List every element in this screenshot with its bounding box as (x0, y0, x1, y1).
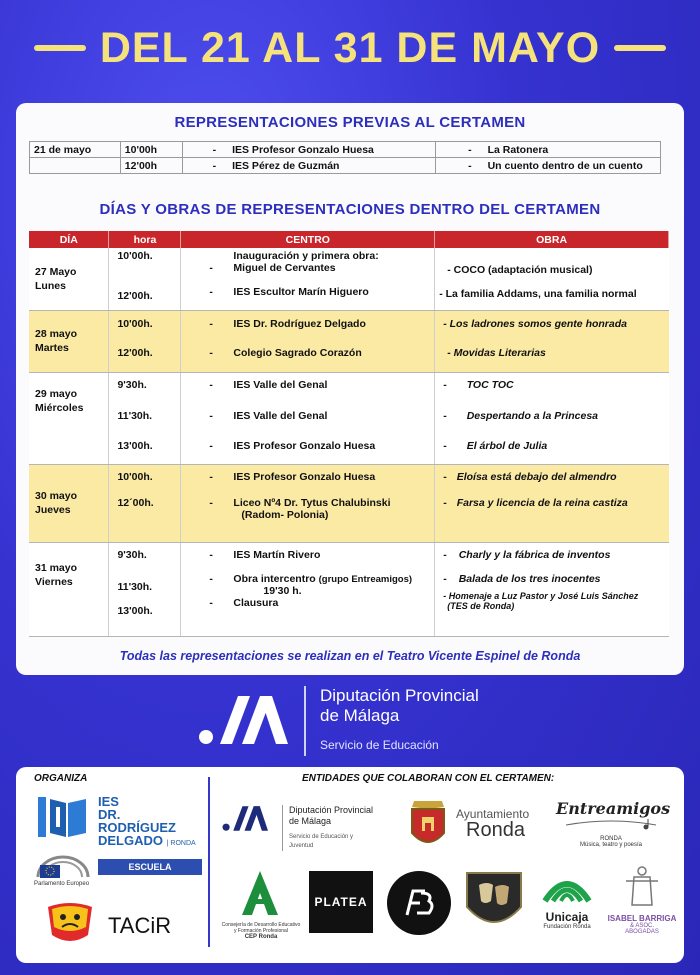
table-row (30, 142, 661, 158)
centro-cell: - IES Martín Rivero - Obra intercentro (grupo Entreamigos) 19'30 h. - Clausura (181, 542, 435, 636)
table-row (30, 158, 661, 174)
day-cell: 27 Mayo Lunes (29, 248, 109, 310)
title-dash-right (614, 45, 666, 51)
ies-rodriguez-delgado-logo: IES DR. RODRÍGUEZ DELGADO | RONDA (36, 795, 201, 841)
theatre-masks-icon (463, 867, 525, 937)
obra-cell: - TOC TOC - Despertando a la Princesa - El árbol de Julia (435, 372, 669, 464)
colaboran-title: ENTIDADES QUE COLABORAN CON EL CERTAMEN: (302, 773, 555, 784)
day-cell: 28 mayo Martes (29, 310, 109, 372)
table-header-row (29, 231, 669, 248)
previas-obra: - La Ratonera (436, 142, 661, 158)
previas-title: REPRESENTACIONES PREVIAS AL CERTAMEN (174, 114, 526, 131)
escuela-embajadora-logo: Parlamento Europeo ESCUELA EMBAJADORA (34, 855, 204, 889)
table-row (29, 464, 669, 542)
platea-logo: PLATEA (309, 871, 373, 933)
col-header-obra: OBRA (435, 231, 669, 248)
unicaja-logo: Unicaja Fundación Ronda (536, 871, 598, 941)
table-row (29, 310, 669, 372)
hora-cell: 10'00h. 12'00h. (109, 310, 181, 372)
centro-cell: - IES Dr. Rodríguez Delgado - Colegio Sagrado Corazón (181, 310, 435, 372)
justice-statue-icon (622, 865, 662, 909)
table-row (29, 372, 669, 464)
title-dash-left (34, 45, 86, 51)
ronda-shield-icon (406, 795, 450, 853)
fb-monogram-icon (387, 871, 451, 935)
centro-cell: Inauguración y primera obra: - Miguel de Cervantes - IES Escultor Marín Higuero (181, 248, 435, 310)
day-cell: 31 mayo Viernes (29, 542, 109, 636)
junta-andalucia-icon (238, 869, 282, 917)
diputacion-logo-icon (198, 694, 288, 744)
section-divider (208, 777, 210, 947)
hora-cell: 10'00h. 12'00h. (109, 248, 181, 310)
diputacion-block (198, 684, 518, 764)
certamen-title: DÍAS Y OBRAS DE REPRESENTACIONES DENTRO DEL CERTAMEN (99, 201, 601, 218)
unicaja-wave-icon (541, 871, 593, 905)
page-header (0, 18, 700, 78)
obra-cell: - Eloísa está debajo del almendro - Farsa y licencia de la reina castiza (435, 464, 669, 542)
diputacion-service: Servicio de Educación (320, 738, 439, 752)
organiza-title: ORGANIZA (34, 773, 88, 784)
certamen-table (29, 231, 669, 637)
entreamigos-logo: Entreamigos RONDA Música, teatro y poesía (556, 799, 671, 848)
tacir-logo: TACiR (42, 901, 202, 949)
hora-cell: 9'30h. 11'30h. 13'00h. (109, 372, 181, 464)
obra-cell: - Los ladrones somos gente honrada - Movidas Literarias (435, 310, 669, 372)
fb-circle-logo (387, 871, 451, 935)
col-header-dia: DÍA (29, 231, 109, 248)
parlamento-icon (34, 855, 92, 881)
hora-cell: 10'00h. 12´00h. (109, 464, 181, 542)
diputacion-divider (304, 686, 306, 756)
previas-obra: - Un cuento dentro de un cuento (436, 158, 661, 174)
obra-cell: - COCO (adaptación musical) - La familia Addams, una familia normal (435, 248, 669, 310)
previas-centro: - IES Profesor Gonzalo Huesa (182, 142, 436, 158)
table-row (29, 542, 669, 636)
previas-fecha: 21 de mayo (30, 142, 121, 158)
tacir-mask-icon (42, 901, 98, 947)
ayuntamiento-ronda-logo: Ayuntamiento Ronda (406, 795, 546, 855)
venue-note: Todas las representaciones se realizan en el Teatro Vicente Espinel de Ronda (119, 649, 581, 663)
day-cell: 29 mayo Miércoles (29, 372, 109, 464)
col-header-hora: hora (109, 231, 181, 248)
ies-book-icon (36, 795, 94, 839)
centro-cell: - IES Valle del Genal - IES Valle del Genal - IES Profesor Gonzalo Huesa (181, 372, 435, 464)
col-header-centro: CENTRO (181, 231, 435, 248)
isabel-barriga-logo: ISABEL BARRIGA & ASOC. ABOGADAS (606, 865, 678, 945)
junta-cep-ronda-logo: Consejería de Desarrollo Educativo y Formación Profesional CEP Ronda (216, 869, 306, 951)
previas-hora: 10'00h (120, 142, 182, 158)
hora-cell: 9'30h. 11'30h. 13'00h. (109, 542, 181, 636)
sponsors-card (16, 767, 684, 963)
table-row (29, 248, 669, 310)
page-title: DEL 21 AL 31 DE MAYO (99, 23, 601, 72)
diputacion-small-logo: Diputación Provincial de Málaga Servicio de Educación y Juventud (222, 805, 382, 853)
previas-table (29, 141, 661, 174)
previas-hora: 12'00h (120, 158, 182, 174)
theatre-shield-logo (463, 867, 525, 937)
previas-fecha (30, 158, 121, 174)
music-notes-icon (556, 819, 666, 831)
diputacion-name: Diputación Provincial de Málaga (320, 686, 479, 725)
day-cell: 30 mayo Jueves (29, 464, 109, 542)
previas-centro: - IES Pérez de Guzmán (182, 158, 436, 174)
obra-cell: - Charly y la fábrica de inventos - Balada de los tres inocentes - Homenaje a Luz Pastor y José Luis Sánchez (TES de Ronda) (435, 542, 669, 636)
diputacion-small-icon (222, 805, 268, 831)
schedule-card (16, 103, 684, 675)
centro-cell: - IES Profesor Gonzalo Huesa - Liceo Nº4 Dr. Tytus Chalubinski (Radom- Polonia) (181, 464, 435, 542)
